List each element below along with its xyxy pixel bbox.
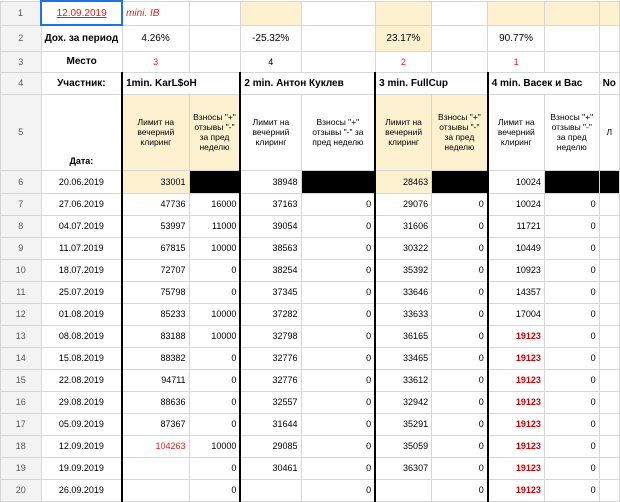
cell[interactable] [544,51,599,72]
cell[interactable] [599,215,619,237]
table-row [1,325,620,347]
yield-cell[interactable]: 90.77% [488,25,545,51]
participant-name[interactable]: 3 min. FullCup [375,72,488,94]
limit-cell[interactable] [122,479,189,501]
contrib-cell[interactable]: 10000 [189,325,240,347]
limit-cell[interactable]: 32942 [375,391,431,413]
table-row [1,281,620,303]
cell[interactable] [599,413,619,435]
contrib-cell[interactable]: 0 [432,435,488,457]
limit-cell[interactable]: 33001 [122,170,189,193]
table-row [1,347,620,369]
contrib-cell[interactable]: 0 [544,413,599,435]
contrib-cell[interactable]: 0 [189,413,240,435]
contrib-cell[interactable]: 0 [189,369,240,391]
limit-cell[interactable]: 30461 [240,457,301,479]
contrib-cell[interactable]: 16000 [189,193,240,215]
col-header-limit[interactable]: Лимит на вечерний клиринг [488,94,545,170]
limit-cell[interactable]: 33465 [375,347,431,369]
limit-cell[interactable]: 28463 [375,170,431,193]
contrib-cell[interactable]: 0 [301,479,375,501]
table-row [1,369,620,391]
limit-cell[interactable]: 10024 [488,193,545,215]
participant-name[interactable]: No [599,72,619,94]
place-cell[interactable]: 4 [240,51,301,72]
row-header[interactable]: 11 [1,281,42,303]
row-header[interactable]: 1 [1,1,42,25]
row-header[interactable]: 15 [1,369,42,391]
contrib-cell[interactable]: 0 [301,347,375,369]
contrib-cell[interactable]: 0 [301,259,375,281]
yield-cell[interactable]: 23.17% [375,25,431,51]
limit-cell[interactable]: 47736 [122,193,189,215]
contrib-cell[interactable]: 0 [189,391,240,413]
contrib-cell[interactable]: 0 [301,457,375,479]
table-row [1,435,620,457]
contrib-cell[interactable]: 0 [301,413,375,435]
limit-cell[interactable]: 36307 [375,457,431,479]
contrib-cell[interactable]: 0 [189,347,240,369]
col-header-contrib[interactable]: Взносы "+" отзывы "-" за пред неделю [432,94,488,170]
limit-cell[interactable]: 38948 [240,170,301,193]
table-row [1,259,620,281]
limit-cell[interactable]: 33612 [375,369,431,391]
cell[interactable] [599,479,619,501]
limit-cell[interactable]: 32557 [240,391,301,413]
participant-label[interactable]: Участник: [41,72,122,94]
participant-name[interactable]: 2 min. Антон Куклев [240,72,375,94]
limit-cell[interactable]: 19123 [488,435,545,457]
limit-cell[interactable]: 85233 [122,303,189,325]
contrib-cell[interactable]: 0 [544,435,599,457]
contrib-cell[interactable] [301,170,375,193]
date-cell[interactable]: 22.08.2019 [41,369,122,391]
contrib-cell[interactable]: 0 [189,281,240,303]
contrib-cell[interactable]: 0 [301,215,375,237]
limit-cell[interactable]: 30322 [375,237,431,259]
cell[interactable] [599,457,619,479]
contrib-cell[interactable]: 0 [432,303,488,325]
contrib-cell[interactable]: 0 [189,479,240,501]
cell[interactable] [599,237,619,259]
cell[interactable] [599,193,619,215]
limit-cell[interactable]: 72707 [122,259,189,281]
contrib-cell[interactable]: 0 [544,193,599,215]
limit-cell[interactable]: 14357 [488,281,545,303]
date-cell[interactable]: 01.08.2019 [41,303,122,325]
table-row [1,413,620,435]
cell[interactable] [189,25,240,51]
place-label[interactable]: Место [41,51,122,72]
cell[interactable] [599,369,619,391]
row-header[interactable]: 4 [1,72,42,94]
limit-cell[interactable]: 38563 [240,237,301,259]
limit-cell[interactable] [122,457,189,479]
contrib-cell[interactable]: 0 [189,457,240,479]
participant-name[interactable]: 4 min. Васек и Вас [488,72,599,94]
cell[interactable] [599,303,619,325]
contrib-cell[interactable]: 0 [432,193,488,215]
limit-cell[interactable]: 87367 [122,413,189,435]
limit-cell[interactable]: 32798 [240,325,301,347]
limit-cell[interactable]: 88382 [122,347,189,369]
cell[interactable] [599,259,619,281]
cell[interactable] [301,51,375,72]
col-header-limit[interactable]: Лимит на вечерний клиринг [375,94,431,170]
row-header[interactable]: 18 [1,435,42,457]
contrib-cell[interactable]: 0 [432,237,488,259]
limit-cell[interactable]: 36165 [375,325,431,347]
limit-cell[interactable]: 10923 [488,259,545,281]
contrib-cell[interactable] [544,170,599,193]
contrib-cell[interactable]: 0 [544,303,599,325]
col-header-contrib[interactable]: Взносы "+" отзывы "-" за пред неделю [544,94,599,170]
date-cell[interactable]: 19.09.2019 [41,457,122,479]
limit-cell[interactable] [375,479,431,501]
date-cell[interactable]: 27.06.2019 [41,193,122,215]
limit-cell[interactable]: 19123 [488,457,545,479]
place-cell[interactable]: 2 [375,51,431,72]
row-header[interactable]: 17 [1,413,42,435]
limit-cell[interactable]: 31644 [240,413,301,435]
yield-cell[interactable]: -25.32% [240,25,301,51]
limit-cell[interactable]: 19123 [488,369,545,391]
contrib-cell[interactable]: 0 [301,369,375,391]
date-cell[interactable]: 11.07.2019 [41,237,122,259]
limit-cell[interactable]: 37163 [240,193,301,215]
contrib-cell[interactable]: 0 [301,391,375,413]
limit-cell[interactable]: 31606 [375,215,431,237]
row-header[interactable]: 13 [1,325,42,347]
row-header[interactable]: 16 [1,391,42,413]
contrib-cell[interactable]: 0 [432,457,488,479]
col-header-contrib[interactable]: Взносы "+" отзывы "-" за пред неделю [189,94,240,170]
row-header[interactable]: 19 [1,457,42,479]
limit-cell[interactable]: 17004 [488,303,545,325]
limit-cell[interactable]: 32776 [240,369,301,391]
cell[interactable] [488,1,545,25]
date-cell[interactable]: 12.09.2019 [41,1,122,25]
limit-cell[interactable]: 94711 [122,369,189,391]
date-cell[interactable]: 05.09.2019 [41,413,122,435]
contrib-cell[interactable]: 0 [544,479,599,501]
limit-cell[interactable]: 75798 [122,281,189,303]
limit-cell[interactable]: 35291 [375,413,431,435]
cell[interactable] [544,25,599,51]
limit-cell[interactable]: 39054 [240,215,301,237]
contrib-cell[interactable] [432,170,488,193]
place-cell[interactable]: 1 [488,51,545,72]
yield-cell[interactable]: 4.26% [122,25,189,51]
limit-cell[interactable]: 10449 [488,237,545,259]
date-cell[interactable]: 29.08.2019 [41,391,122,413]
contrib-cell[interactable]: 0 [544,325,599,347]
cell[interactable] [599,51,619,72]
cell[interactable] [599,391,619,413]
limit-cell[interactable]: 88636 [122,391,189,413]
limit-cell[interactable]: 104263 [122,435,189,457]
row-header[interactable]: 10 [1,259,42,281]
row-header[interactable]: 20 [1,479,42,501]
table-row [1,391,620,413]
limit-cell[interactable]: 33633 [375,303,431,325]
limit-cell[interactable]: 10024 [488,170,545,193]
cell[interactable] [599,1,619,25]
cell[interactable] [189,1,240,25]
contrib-cell[interactable]: 0 [432,325,488,347]
row-header[interactable]: 14 [1,347,42,369]
row-header[interactable]: 7 [1,193,42,215]
contrib-cell[interactable]: 0 [432,281,488,303]
cell[interactable] [599,325,619,347]
contrib-cell[interactable]: 0 [432,215,488,237]
contrib-cell[interactable]: 11000 [189,215,240,237]
contrib-cell[interactable]: 0 [432,413,488,435]
limit-cell[interactable]: 33646 [375,281,431,303]
contrib-cell[interactable]: 0 [189,259,240,281]
table-row [1,479,620,501]
contrib-cell[interactable]: 0 [432,259,488,281]
limit-cell[interactable]: 37282 [240,303,301,325]
contrib-cell[interactable]: 10000 [189,435,240,457]
cell[interactable] [599,170,619,193]
cell[interactable] [599,25,619,51]
contrib-cell[interactable]: 0 [544,215,599,237]
table-row [1,237,620,259]
contrib-cell[interactable]: 0 [432,391,488,413]
limit-cell[interactable]: 29085 [240,435,301,457]
cell[interactable] [432,25,488,51]
contrib-cell[interactable]: 0 [544,369,599,391]
cell[interactable] [432,51,488,72]
contrib-cell[interactable]: 0 [544,347,599,369]
contrib-cell[interactable]: 0 [432,369,488,391]
contrib-cell[interactable]: 10000 [189,303,240,325]
col-header-limit[interactable]: Лимит на вечерний клиринг [122,94,189,170]
cell[interactable] [544,1,599,25]
date-cell[interactable]: 25.07.2019 [41,281,122,303]
limit-cell[interactable]: 19123 [488,391,545,413]
contrib-cell[interactable]: 0 [301,281,375,303]
limit-cell[interactable]: 35392 [375,259,431,281]
note-cell[interactable]: mini. IB [122,1,189,25]
date-cell[interactable]: 26.09.2019 [41,479,122,501]
limit-cell[interactable]: 38254 [240,259,301,281]
contrib-cell[interactable]: 0 [301,435,375,457]
row-header[interactable]: 6 [1,170,42,193]
limit-cell[interactable]: 37345 [240,281,301,303]
limit-cell[interactable]: 29076 [375,193,431,215]
table-row [1,215,620,237]
limit-cell[interactable]: 32776 [240,347,301,369]
limit-cell[interactable]: 19123 [488,479,545,501]
contrib-cell[interactable]: 0 [301,303,375,325]
contrib-cell[interactable]: 0 [544,237,599,259]
limit-cell[interactable]: 67815 [122,237,189,259]
cell[interactable] [599,281,619,303]
row-header[interactable]: 8 [1,215,42,237]
date-cell[interactable]: 04.07.2019 [41,215,122,237]
contrib-cell[interactable]: 0 [301,237,375,259]
participant-name[interactable]: 1min. KarL$oH [122,72,240,94]
contrib-cell[interactable]: 10000 [189,237,240,259]
place-cell[interactable]: 3 [122,51,189,72]
date-cell[interactable]: 15.08.2019 [41,347,122,369]
period-label[interactable]: Дох. за период [41,25,122,51]
contrib-cell[interactable]: 0 [432,479,488,501]
contrib-cell[interactable]: 0 [301,193,375,215]
cell[interactable] [375,1,431,25]
contrib-cell[interactable]: 0 [544,259,599,281]
col-header-partial[interactable]: Л [599,94,619,170]
cell[interactable] [432,1,488,25]
date-cell[interactable]: 20.06.2019 [41,170,122,193]
row-header[interactable]: 5 [1,94,42,170]
contrib-cell[interactable]: 0 [544,457,599,479]
limit-cell[interactable]: 35059 [375,435,431,457]
limit-cell[interactable]: 11721 [488,215,545,237]
cell[interactable] [189,51,240,72]
row-header[interactable]: 9 [1,237,42,259]
limit-cell[interactable]: 53997 [122,215,189,237]
limit-cell[interactable]: 19123 [488,413,545,435]
contrib-cell[interactable] [189,170,240,193]
table-row [1,193,620,215]
row-header[interactable]: 3 [1,51,42,72]
date-cell[interactable]: 12.09.2019 [41,435,122,457]
col-header-limit[interactable]: Лимит на вечерний клиринг [240,94,301,170]
date-cell[interactable]: 08.08.2019 [41,325,122,347]
contrib-cell[interactable]: 0 [432,347,488,369]
cell[interactable] [599,347,619,369]
limit-cell[interactable] [240,479,301,501]
contrib-cell[interactable]: 0 [544,391,599,413]
cell[interactable] [240,1,301,25]
limit-cell[interactable]: 19123 [488,347,545,369]
table-row [1,457,620,479]
limit-cell[interactable]: 19123 [488,325,545,347]
cell[interactable] [599,435,619,457]
date-cell[interactable]: 18.07.2019 [41,259,122,281]
table-row [1,170,620,193]
table-row [1,303,620,325]
cell[interactable] [301,25,375,51]
row-header[interactable]: 12 [1,303,42,325]
col-header-contrib[interactable]: Взносы "+" отзывы "-" за пред неделю [301,94,375,170]
row-header[interactable]: 2 [1,25,42,51]
date-col-label[interactable]: Дата: [41,94,122,170]
contrib-cell[interactable]: 0 [301,325,375,347]
limit-cell[interactable]: 83188 [122,325,189,347]
cell[interactable] [301,1,375,25]
contrib-cell[interactable]: 0 [544,281,599,303]
